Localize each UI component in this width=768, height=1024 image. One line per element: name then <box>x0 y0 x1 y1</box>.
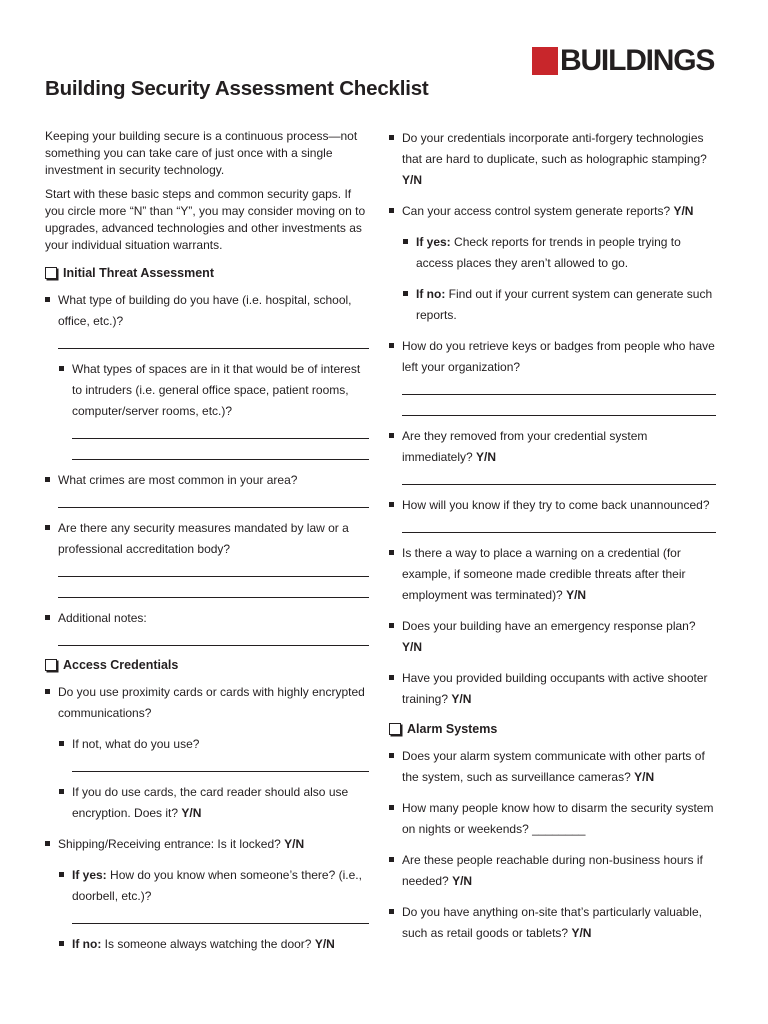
list-item <box>389 128 716 191</box>
list-item <box>59 782 369 824</box>
answer-line[interactable] <box>72 751 369 772</box>
question-text: Are these people reachable during non-business hours if needed? <box>402 853 703 888</box>
list-item <box>45 682 369 724</box>
answer-line[interactable] <box>402 374 716 395</box>
checkbox-icon[interactable] <box>45 659 57 671</box>
list-item <box>389 668 716 710</box>
condition-label: If yes: <box>416 235 451 249</box>
question-text: How many people know how to disarm the security system on nights or weekends? <box>402 801 714 836</box>
list-item <box>389 616 716 658</box>
logo-wordmark: BUILDINGS <box>560 44 715 77</box>
list-item <box>59 865 369 924</box>
yes-no-option[interactable]: Y/N <box>284 837 305 851</box>
question-text: What type of building do you have (i.e. hospital, school, office, etc.)? <box>58 293 352 328</box>
list-item <box>389 746 716 788</box>
yes-no-option[interactable]: Y/N <box>673 204 694 218</box>
answer-line[interactable] <box>402 464 716 485</box>
answer-line[interactable] <box>72 418 369 439</box>
list-item <box>59 734 369 772</box>
yes-no-option[interactable]: Y/N <box>634 770 655 784</box>
question-text: Additional notes: <box>58 611 147 625</box>
answer-line[interactable] <box>72 903 369 924</box>
question-text: Are there any security measures mandated by law or a professional accreditation body? <box>58 521 349 556</box>
question-text: What crimes are most common in your area? <box>58 473 298 487</box>
yes-no-option[interactable]: Y/N <box>451 692 472 706</box>
list-item <box>403 284 716 326</box>
list-item <box>389 201 716 222</box>
answer-line[interactable] <box>402 395 716 416</box>
access-credentials-list <box>45 682 369 955</box>
list-item <box>389 426 716 485</box>
question-text: Is there a way to place a warning on a credential (for example, if someone made credible threats after their employment was terminated)? <box>402 546 686 602</box>
list-item <box>45 608 369 646</box>
left-column <box>45 128 369 965</box>
question-text: Have you provided building occupants with active shooter training? <box>402 671 708 706</box>
checkbox-icon[interactable] <box>389 723 401 735</box>
question-text: What types of spaces are in it that would be of interest to intruders (i.e. general office space, patient rooms, computer/server rooms, etc.)? <box>72 362 361 418</box>
question-text: Does your building have an emergency response plan? <box>402 619 696 633</box>
question-text: If you do use cards, the card reader should also use encryption. Does it? <box>72 785 349 820</box>
list-item <box>389 902 716 944</box>
question-text: Does your alarm system communicate with other parts of the system, such as surveillance cameras? <box>402 749 705 784</box>
list-item <box>389 850 716 892</box>
list-item <box>45 290 369 349</box>
question-text: Is someone always watching the door? <box>104 937 312 951</box>
question-text: Do you have anything on-site that’s particularly valuable, such as retail goods or tablets? <box>402 905 702 940</box>
yes-no-option[interactable]: Y/N <box>402 173 423 187</box>
list-item <box>59 934 369 955</box>
question-text: Shipping/Receiving entrance: Is it locked? <box>58 837 281 851</box>
yes-no-option[interactable]: Y/N <box>571 926 592 940</box>
answer-line[interactable] <box>402 512 716 533</box>
question-text: Check reports for trends in people trying to access places they aren’t allowed to go. <box>416 235 681 270</box>
logo-square-icon <box>532 47 558 75</box>
answer-line[interactable] <box>58 487 369 508</box>
list-item <box>403 232 716 274</box>
alarm-systems-list <box>389 746 716 944</box>
yes-no-option[interactable]: Y/N <box>476 450 497 464</box>
question-text: Can your access control system generate reports? <box>402 204 671 218</box>
section-heading-access-credentials <box>45 656 369 674</box>
yes-no-option[interactable]: Y/N <box>566 588 587 602</box>
yes-no-option[interactable]: Y/N <box>314 937 335 951</box>
list-item <box>389 543 716 606</box>
section-heading-alarm-systems <box>389 720 716 738</box>
list-item <box>389 495 716 533</box>
list-item <box>45 834 369 855</box>
page-title: Building Security Assessment Checklist <box>45 77 429 100</box>
list-item <box>45 518 369 598</box>
intro-paragraph-2: Start with these basic steps and common security gaps. If you circle more “N” than “Y”, you may consider moving on to upgrades, advanced technologies and other investments as your individual situation warrants. <box>45 187 366 252</box>
condition-label: If yes: <box>72 868 107 882</box>
answer-line[interactable] <box>58 625 369 646</box>
section-heading-label: Initial Threat Assessment <box>63 266 214 280</box>
question-text: Find out if your current system can generate such reports. <box>416 287 713 322</box>
section-heading-label: Alarm Systems <box>407 722 498 736</box>
yes-no-option[interactable]: Y/N <box>181 806 202 820</box>
yes-no-option[interactable]: Y/N <box>452 874 473 888</box>
buildings-logo <box>532 46 714 76</box>
section-heading-label: Access Credentials <box>63 658 179 672</box>
question-text: How do you know when someone’s there? (i.e., doorbell, etc.)? <box>72 868 362 903</box>
question-text: How will you know if they try to come back unannounced? <box>402 498 710 512</box>
yes-no-option[interactable]: Y/N <box>402 640 423 654</box>
right-column <box>389 128 716 954</box>
list-item <box>389 798 716 840</box>
credentials-continued-list <box>389 128 716 710</box>
list-item <box>45 470 369 508</box>
section-heading-initial-threat <box>45 264 369 282</box>
answer-line[interactable] <box>58 328 369 349</box>
question-text: Do you use proximity cards or cards with highly encrypted communications? <box>58 685 365 720</box>
condition-label: If no: <box>72 937 102 951</box>
intro-paragraph-1: Keeping your building secure is a continuous process—not something you can take care of just once with a single investment in security technology. <box>45 129 358 177</box>
checkbox-icon[interactable] <box>45 267 57 279</box>
condition-label: If no: <box>416 287 446 301</box>
answer-line[interactable] <box>72 439 369 460</box>
question-text: How do you retrieve keys or badges from people who have left your organization? <box>402 339 715 374</box>
question-text: If not, what do you use? <box>72 737 200 751</box>
answer-line[interactable] <box>58 556 369 577</box>
list-item <box>59 359 369 460</box>
answer-blank[interactable]: ________ <box>532 822 586 836</box>
list-item <box>389 336 716 416</box>
question-text: Are they removed from your credential system immediately? <box>402 429 648 464</box>
question-text: Do your credentials incorporate anti-forgery technologies that are hard to duplicate, such as holographic stamping? <box>402 131 707 166</box>
answer-line[interactable] <box>58 577 369 598</box>
initial-threat-list <box>45 290 369 646</box>
